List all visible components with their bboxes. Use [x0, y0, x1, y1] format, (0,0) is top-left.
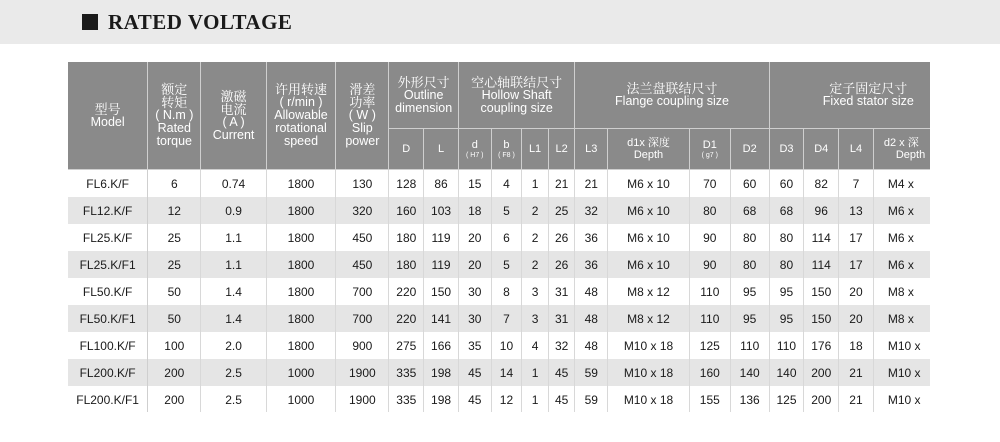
table-cell: 320 [336, 197, 389, 224]
table-cell: 3 [522, 305, 549, 332]
model-cell: FL100.K/F [68, 332, 148, 359]
table-cell: 1800 [266, 197, 336, 224]
table-cell: 45 [458, 359, 491, 386]
table-row [68, 170, 930, 198]
table-cell: 110 [730, 332, 769, 359]
table-cell: M10 x 18 [608, 359, 690, 386]
table-row [68, 251, 930, 278]
spec-table-body [68, 170, 930, 413]
table-cell: 176 [804, 332, 839, 359]
spec-table-container [68, 62, 930, 412]
table-cell: 3 [522, 278, 549, 305]
table-cell: 900 [336, 332, 389, 359]
table-cell: 700 [336, 278, 389, 305]
table-cell: 150 [424, 278, 459, 305]
table-row [68, 332, 930, 359]
table-cell: 5 [491, 251, 522, 278]
table-cell: 80 [689, 197, 730, 224]
table-cell: 200 [148, 386, 201, 412]
table-cell: 2 [522, 197, 549, 224]
table-cell: 14 [491, 359, 522, 386]
table-cell: 13 [839, 197, 874, 224]
table-cell: 59 [575, 359, 608, 386]
table-cell: 21 [839, 359, 874, 386]
table-cell: 1 [522, 170, 549, 198]
header-model: 型号 Model [68, 62, 148, 170]
table-cell: 136 [730, 386, 769, 412]
subheader-D2: D2 [730, 129, 769, 170]
subheader-d: d ( H7 ) [458, 129, 491, 170]
table-cell: 110 [689, 278, 730, 305]
table-cell: M6 x [873, 197, 930, 224]
table-cell: M10 x 18 [608, 332, 690, 359]
table-cell: 150 [804, 278, 839, 305]
table-cell: 7 [491, 305, 522, 332]
table-cell: 31 [548, 305, 575, 332]
table-cell: 68 [769, 197, 804, 224]
table-cell: 17 [839, 224, 874, 251]
table-cell: 1900 [336, 359, 389, 386]
table-cell: 2.5 [201, 386, 266, 412]
subheader-L2: L2 [548, 129, 575, 170]
table-cell: 12 [491, 386, 522, 412]
table-cell: M6 x 10 [608, 197, 690, 224]
table-cell: 50 [148, 305, 201, 332]
table-cell: 32 [575, 197, 608, 224]
table-cell: 220 [389, 278, 424, 305]
spec-table [68, 62, 930, 412]
table-cell: 45 [458, 386, 491, 412]
table-cell: M10 x 18 [608, 386, 690, 412]
model-cell: FL25.K/F1 [68, 251, 148, 278]
table-cell: 95 [769, 305, 804, 332]
subheader-d1x-depth: d1x 深度 Depth [608, 129, 690, 170]
table-cell: 36 [575, 251, 608, 278]
table-cell: 12 [148, 197, 201, 224]
table-cell: M6 x 10 [608, 170, 690, 198]
square-bullet-icon [82, 14, 98, 30]
table-cell: 95 [769, 278, 804, 305]
table-cell: 130 [336, 170, 389, 198]
table-cell: 6 [148, 170, 201, 198]
table-row [68, 359, 930, 386]
model-cell: FL200.K/F [68, 359, 148, 386]
table-cell: 80 [769, 251, 804, 278]
table-row [68, 386, 930, 412]
section-banner [0, 0, 1000, 44]
table-cell: 141 [424, 305, 459, 332]
subheader-D4: D4 [804, 129, 839, 170]
table-cell: M6 x 10 [608, 224, 690, 251]
table-cell: 1.4 [201, 278, 266, 305]
table-cell: 1000 [266, 359, 336, 386]
table-cell: 25 [148, 224, 201, 251]
model-cell: FL50.K/F1 [68, 305, 148, 332]
table-cell: 35 [458, 332, 491, 359]
table-cell: 0.74 [201, 170, 266, 198]
table-cell: 335 [389, 386, 424, 412]
table-cell: 26 [548, 251, 575, 278]
table-cell: 17 [839, 251, 874, 278]
table-row [68, 224, 930, 251]
model-cell: FL50.K/F [68, 278, 148, 305]
table-cell: M4 x [873, 170, 930, 198]
table-cell: 48 [575, 278, 608, 305]
table-cell: 2.0 [201, 332, 266, 359]
table-cell: 180 [389, 224, 424, 251]
table-cell: 1800 [266, 170, 336, 198]
table-row [68, 305, 930, 332]
table-cell: 114 [804, 224, 839, 251]
table-cell: 48 [575, 332, 608, 359]
section-title: RATED VOLTAGE [108, 10, 293, 34]
header-allowable-speed: 许用转速 ( r/min ) Allowable rotational speed [266, 62, 336, 170]
table-cell: 1800 [266, 305, 336, 332]
table-cell: 200 [804, 386, 839, 412]
table-cell: M10 x [873, 386, 930, 412]
table-cell: 82 [804, 170, 839, 198]
table-cell: 50 [148, 278, 201, 305]
table-cell: 1800 [266, 332, 336, 359]
header-current: 激磁 电流 ( A ) Current [201, 62, 266, 170]
table-cell: 25 [548, 197, 575, 224]
table-cell: 150 [804, 305, 839, 332]
table-cell: 114 [804, 251, 839, 278]
table-cell: 119 [424, 251, 459, 278]
subheader-L4: L4 [839, 129, 874, 170]
table-cell: M8 x [873, 278, 930, 305]
table-cell: 100 [148, 332, 201, 359]
table-cell: 95 [730, 305, 769, 332]
table-cell: 80 [769, 224, 804, 251]
table-cell: 21 [839, 386, 874, 412]
table-cell: 2 [522, 251, 549, 278]
table-cell: 275 [389, 332, 424, 359]
table-cell: 21 [548, 170, 575, 198]
table-cell: M6 x 10 [608, 251, 690, 278]
model-cell: FL200.K/F1 [68, 386, 148, 412]
table-cell: 140 [769, 359, 804, 386]
table-cell: 110 [689, 305, 730, 332]
table-cell: 450 [336, 251, 389, 278]
table-cell: 1000 [266, 386, 336, 412]
table-cell: 200 [148, 359, 201, 386]
table-cell: 450 [336, 224, 389, 251]
table-cell: 160 [689, 359, 730, 386]
table-cell: 140 [730, 359, 769, 386]
table-cell: 20 [458, 224, 491, 251]
table-cell: 86 [424, 170, 459, 198]
table-cell: M6 x [873, 224, 930, 251]
table-cell: 2 [522, 224, 549, 251]
model-cell: FL6.K/F [68, 170, 148, 198]
header-hollow-shaft-coupling: 空心轴联结尺寸 Hollow Shaft coupling size [458, 62, 575, 129]
subheader-D1: D1 ( g7 ) [689, 129, 730, 170]
table-cell: 128 [389, 170, 424, 198]
table-cell: 6 [491, 224, 522, 251]
table-cell: 25 [148, 251, 201, 278]
table-cell: 125 [769, 386, 804, 412]
table-cell: 198 [424, 386, 459, 412]
table-cell: 1800 [266, 278, 336, 305]
table-cell: 48 [575, 305, 608, 332]
table-cell: 21 [575, 170, 608, 198]
subheader-L1: L1 [522, 129, 549, 170]
header-slip-power: 滑差 功率 ( W ) Slip power [336, 62, 389, 170]
table-cell: 15 [458, 170, 491, 198]
table-cell: 90 [689, 224, 730, 251]
table-cell: 2.5 [201, 359, 266, 386]
table-cell: 18 [458, 197, 491, 224]
table-cell: 700 [336, 305, 389, 332]
table-cell: 10 [491, 332, 522, 359]
table-cell: 7 [839, 170, 874, 198]
table-cell: 1 [522, 386, 549, 412]
table-cell: 20 [839, 305, 874, 332]
table-cell: 80 [730, 251, 769, 278]
table-cell: 110 [769, 332, 804, 359]
table-cell: 200 [804, 359, 839, 386]
table-cell: 30 [458, 278, 491, 305]
table-cell: M6 x [873, 251, 930, 278]
table-cell: 68 [730, 197, 769, 224]
table-cell: 70 [689, 170, 730, 198]
table-cell: M8 x [873, 305, 930, 332]
table-cell: 95 [730, 278, 769, 305]
table-cell: 125 [689, 332, 730, 359]
table-cell: 220 [389, 305, 424, 332]
table-row [68, 197, 930, 224]
table-cell: 4 [522, 332, 549, 359]
table-cell: 80 [730, 224, 769, 251]
table-cell: M8 x 12 [608, 305, 690, 332]
table-row [68, 278, 930, 305]
table-cell: 18 [839, 332, 874, 359]
header-flange-coupling: 法兰盘联结尺寸 Flange coupling size [575, 62, 769, 129]
table-cell: 180 [389, 251, 424, 278]
subheader-D: D [389, 129, 424, 170]
table-cell: M10 x [873, 359, 930, 386]
table-cell: 5 [491, 197, 522, 224]
table-cell: M10 x [873, 332, 930, 359]
subheader-d2x-depth: d2 x 深 Depth [873, 129, 930, 170]
header-fixed-stator: 定子固定尺寸 Fixed stator size [769, 62, 930, 129]
table-cell: 96 [804, 197, 839, 224]
table-cell: 1 [522, 359, 549, 386]
header-rated-torque: 额定 转矩 ( N.m ) Rated torque [148, 62, 201, 170]
subheader-L: L [424, 129, 459, 170]
table-cell: 0.9 [201, 197, 266, 224]
table-cell: 32 [548, 332, 575, 359]
table-cell: 1.1 [201, 224, 266, 251]
table-cell: 20 [458, 251, 491, 278]
table-cell: 1800 [266, 251, 336, 278]
table-cell: 1800 [266, 224, 336, 251]
table-cell: 36 [575, 224, 608, 251]
table-cell: 166 [424, 332, 459, 359]
table-cell: 155 [689, 386, 730, 412]
table-cell: 20 [839, 278, 874, 305]
table-cell: 335 [389, 359, 424, 386]
table-cell: 30 [458, 305, 491, 332]
table-cell: 1.4 [201, 305, 266, 332]
table-cell: 31 [548, 278, 575, 305]
table-cell: M8 x 12 [608, 278, 690, 305]
subheader-b: b ( F8 ) [491, 129, 522, 170]
table-cell: 60 [769, 170, 804, 198]
subheader-L3: L3 [575, 129, 608, 170]
table-cell: 1.1 [201, 251, 266, 278]
table-cell: 4 [491, 170, 522, 198]
table-cell: 119 [424, 224, 459, 251]
subheader-D3: D3 [769, 129, 804, 170]
table-cell: 198 [424, 359, 459, 386]
table-cell: 1900 [336, 386, 389, 412]
model-cell: FL12.K/F [68, 197, 148, 224]
model-cell: FL25.K/F [68, 224, 148, 251]
table-cell: 26 [548, 224, 575, 251]
table-cell: 45 [548, 386, 575, 412]
header-outline-dimension: 外形尺寸 Outline dimension [389, 62, 459, 129]
table-cell: 60 [730, 170, 769, 198]
table-cell: 8 [491, 278, 522, 305]
table-cell: 103 [424, 197, 459, 224]
table-cell: 160 [389, 197, 424, 224]
table-cell: 45 [548, 359, 575, 386]
table-cell: 59 [575, 386, 608, 412]
table-cell: 90 [689, 251, 730, 278]
